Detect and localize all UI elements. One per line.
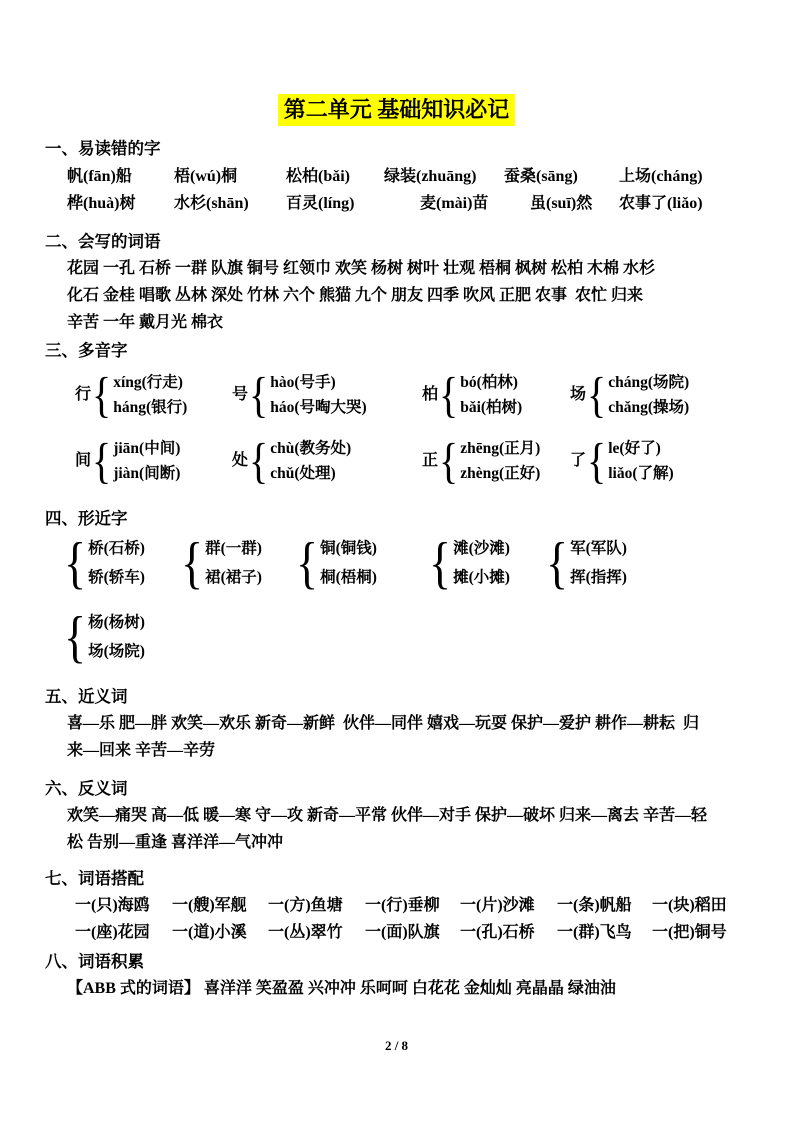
section-heading-similar-chars: 四、形近字 — [45, 509, 128, 529]
reading-top: xíng(行走) — [113, 374, 183, 392]
reading-bottom: chǎng(操场) — [608, 399, 690, 417]
collocation-item: 一(孔)石桥 — [460, 924, 535, 942]
left-brace-icon: { — [587, 366, 607, 423]
collocation-item: 一(丛)翠竹 — [268, 924, 343, 942]
similar-char-pair — [63, 604, 145, 669]
reading-bottom: chǔ(处理) — [270, 465, 336, 483]
collocation-item: 一(片)沙滩 — [460, 897, 535, 915]
word-item: 虽(suī)然 — [530, 195, 593, 213]
polyphone-char: 柏 — [422, 386, 439, 404]
pair-bottom: 挥(指挥) — [570, 569, 627, 587]
polyphone-group — [232, 366, 422, 423]
pair-bottom: 裙(裙子) — [205, 569, 262, 587]
reading-top: chù(教务处) — [270, 440, 352, 458]
writable-line: 化石 金桂 唱歌 丛林 深处 竹林 六个 熊猫 九个 朋友 四季 吹风 正肥 农事 农忙 归来 — [67, 287, 644, 305]
reading-bottom: háo(号啕大哭) — [270, 399, 367, 417]
polyphone-readings — [460, 436, 540, 486]
polyphone-char: 间 — [75, 452, 92, 470]
word-item: 麦(mài)苗 — [420, 195, 489, 213]
left-brace-icon: { — [439, 432, 459, 489]
word-item: 百灵(líng) — [286, 195, 355, 213]
page-title: 第二单元 基础知识必记 — [278, 94, 516, 126]
reading-bottom: liǎo(了解) — [608, 465, 674, 483]
reading-top: zhēng(正月) — [460, 440, 541, 458]
similar-char-pair — [180, 530, 295, 595]
polyphone-group — [75, 366, 232, 423]
similar-chars-row-2 — [45, 604, 748, 669]
pair-bottom: 场(场院) — [88, 643, 145, 661]
reading-top: cháng(场院) — [608, 374, 690, 392]
pair-top: 铜(铜钱) — [320, 540, 377, 558]
section-heading-polyphones: 三、多音字 — [45, 341, 128, 361]
synonyms-line: 喜—乐 肥—胖 欢笑—欢乐 新奇—新鲜 伙伴—同伴 嬉戏—玩耍 保护—爱护 耕作—耕耘 归 — [67, 715, 700, 733]
page-number: 2 / 8 — [384, 1038, 409, 1053]
reading-top: bó(柏林) — [460, 374, 518, 392]
collocation-item: 一(只)海鸥 — [75, 897, 150, 915]
left-brace-icon: { — [546, 530, 569, 595]
pair-words — [88, 534, 145, 592]
section-heading-accumulation: 八、词语积累 — [45, 952, 144, 972]
left-brace-icon: { — [439, 366, 459, 423]
word-item: 绿装(zhuāng) — [384, 168, 477, 186]
word-item: 梧(wú)桐 — [174, 168, 238, 186]
accumulation-line: 【ABB 式的词语】 喜洋洋 笑盈盈 兴冲冲 乐呵呵 白花花 金灿灿 亮晶晶 绿油油 — [67, 980, 616, 998]
pair-top: 桥(石桥) — [88, 540, 145, 558]
left-brace-icon: { — [64, 604, 87, 669]
similar-chars-row-1 — [45, 530, 748, 595]
title-row — [45, 0, 748, 126]
polyphone-group — [232, 432, 422, 489]
reading-top: hào(号手) — [270, 374, 336, 392]
polyphone-readings — [608, 370, 689, 420]
section-heading-misread: 一、易读错的字 — [45, 139, 161, 159]
pair-top: 群(一群) — [205, 540, 262, 558]
word-item: 蚕桑(sāng) — [504, 168, 578, 186]
polyphone-row-2 — [45, 432, 748, 489]
similar-char-pair — [63, 530, 180, 595]
polyphone-char: 场 — [570, 386, 587, 404]
left-brace-icon: { — [296, 530, 319, 595]
collocations-row-2 — [45, 919, 748, 946]
collocation-item: 一(群)飞鸟 — [557, 924, 632, 942]
section-heading-writable: 二、会写的词语 — [45, 232, 161, 252]
word-item: 松柏(bǎi) — [286, 168, 351, 186]
polyphone-char: 正 — [422, 452, 439, 470]
similar-char-pair — [295, 530, 428, 595]
left-brace-icon: { — [64, 530, 87, 595]
pair-top: 滩(沙滩) — [453, 540, 510, 558]
pair-bottom: 桐(梧桐) — [320, 569, 377, 587]
polyphone-group — [422, 366, 570, 423]
section-heading-synonyms: 五、近义词 — [45, 687, 128, 707]
polyphone-row-1 — [45, 366, 748, 423]
similar-char-pair — [428, 530, 545, 595]
polyphone-char: 号 — [232, 386, 249, 404]
left-brace-icon: { — [249, 432, 269, 489]
collocation-item: 一(艘)军舰 — [172, 897, 247, 915]
section-heading-collocations: 七、词语搭配 — [45, 869, 144, 889]
polyphone-readings — [113, 436, 180, 486]
polyphone-readings — [113, 370, 187, 420]
word-item: 桦(huà)树 — [67, 195, 136, 213]
collocation-item: 一(条)帆船 — [557, 897, 632, 915]
reading-bottom: háng(银行) — [113, 399, 188, 417]
synonyms-line: 来—回来 辛苦—辛劳 — [67, 742, 216, 760]
writable-line: 花园 一孔 石桥 一群 队旗 铜号 红领巾 欢笑 杨树 树叶 壮观 梧桐 枫树 松柏 木棉 水杉 — [67, 260, 656, 278]
antonyms-line: 欢笑—痛哭 高—低 暖—寒 守—攻 新奇—平常 伙伴—对手 保护—破坏 归来—离去 辛苦—轻 — [67, 807, 708, 825]
pair-words — [453, 534, 510, 592]
writable-line: 辛苦 一年 戴月光 棉衣 — [67, 314, 224, 332]
left-brace-icon: { — [587, 432, 607, 489]
left-brace-icon: { — [92, 432, 112, 489]
pair-top: 杨(杨树) — [88, 614, 145, 632]
pair-bottom: 轿(轿车) — [88, 569, 145, 587]
polyphone-char: 处 — [232, 452, 249, 470]
left-brace-icon: { — [92, 366, 112, 423]
polyphone-group — [422, 432, 570, 489]
pair-words — [88, 608, 145, 666]
section-heading-antonyms: 六、反义词 — [45, 779, 128, 799]
reading-top: jiān(中间) — [113, 440, 181, 458]
similar-char-pair — [545, 530, 627, 595]
reading-bottom: jiàn(间断) — [113, 465, 181, 483]
word-item: 帆(fān)船 — [67, 168, 132, 186]
pair-top: 军(军队) — [570, 540, 627, 558]
reading-bottom: bǎi(柏树) — [460, 399, 523, 417]
pair-words — [570, 534, 627, 592]
misread-row-2 — [45, 190, 748, 217]
pair-words — [320, 534, 377, 592]
collocation-item: 一(块)稻田 — [652, 897, 727, 915]
polyphone-group — [570, 366, 690, 423]
word-item: 水杉(shān) — [174, 195, 249, 213]
left-brace-icon: { — [249, 366, 269, 423]
pair-bottom: 摊(小摊) — [453, 569, 510, 587]
collocation-item: 一(面)队旗 — [365, 924, 440, 942]
collocation-item: 一(道)小溪 — [172, 924, 247, 942]
collocation-item: 一(方)鱼塘 — [268, 897, 343, 915]
polyphone-char: 了 — [570, 452, 587, 470]
pair-words — [205, 534, 262, 592]
reading-top: le(好了) — [608, 440, 661, 458]
misread-row-1 — [45, 163, 748, 190]
collocations-row-1 — [45, 892, 748, 919]
polyphone-readings — [270, 370, 366, 420]
polyphone-readings — [270, 436, 351, 486]
antonyms-line: 松 告别—重逢 喜洋洋—气冲冲 — [67, 834, 284, 852]
polyphone-readings — [608, 436, 673, 486]
polyphone-group — [570, 432, 674, 489]
polyphone-char: 行 — [75, 386, 92, 404]
word-item: 农事了(liǎo) — [619, 195, 703, 213]
reading-bottom: zhèng(正好) — [460, 465, 541, 483]
left-brace-icon: { — [429, 530, 452, 595]
collocation-item: 一(把)铜号 — [652, 924, 727, 942]
word-item: 上场(cháng) — [619, 168, 703, 186]
left-brace-icon: { — [181, 530, 204, 595]
collocation-item: 一(座)花园 — [75, 924, 150, 942]
collocation-item: 一(行)垂柳 — [365, 897, 440, 915]
polyphone-readings — [460, 370, 522, 420]
polyphone-group — [75, 432, 232, 489]
